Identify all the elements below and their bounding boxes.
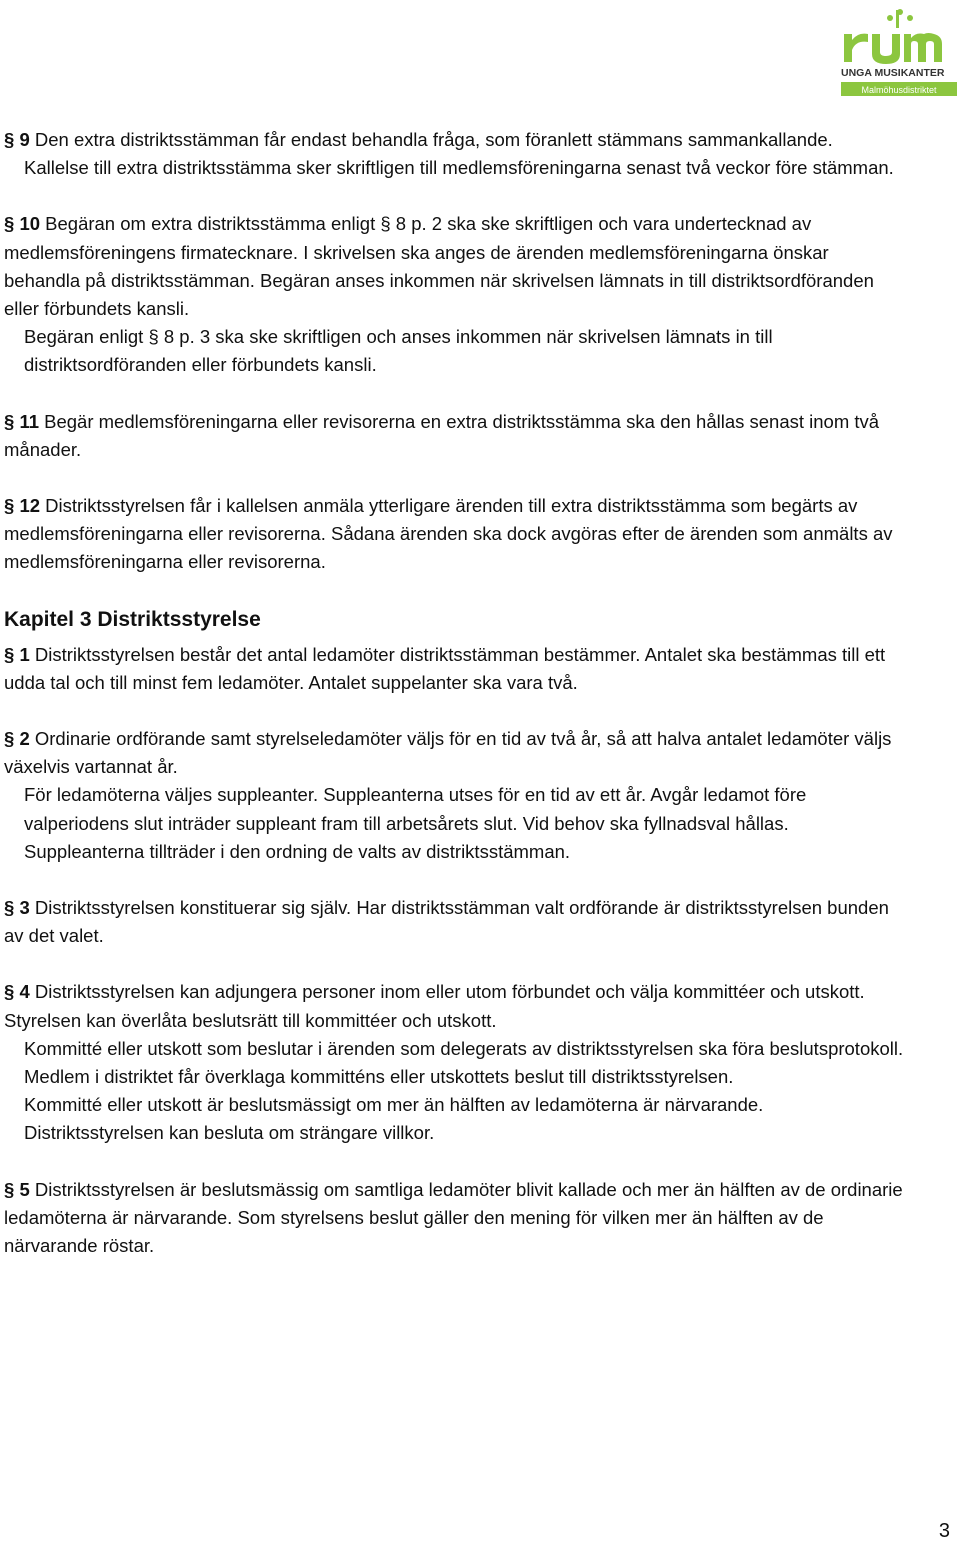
section-text: Kommitté eller utskott som beslutar i ärenden som delegerats av distriktsstyrelsen ska föra beslutsprotokoll. Medlem i distriktet får överklaga kommitténs eller utskottets beslut till distriktsstyrelsen.	[24, 1037, 904, 1088]
section-number: 3	[19, 897, 30, 919]
section-sign: §	[4, 897, 15, 919]
section-text: För ledamöterna väljes suppleanter. Suppleanterna utses för en tid av ett år. Avgår ledamot före valperiodens slut inträder suppleant fram till arbetsårets slut. Vid behov ska fyllnadsval hållas. Suppleanterna tillträder i den ordning de valts av distriktsstämman.	[24, 784, 807, 862]
section-number: 11	[19, 410, 39, 432]
organization-logo	[838, 4, 960, 100]
section-sign: §	[4, 495, 15, 517]
section-number: 9	[19, 129, 30, 150]
chapter-section-1	[4, 641, 904, 697]
section-text: Distriktsstyrelsen konstituerar sig själv. Har distriktsstämman valt ordförande är distriktsstyrelsen bunden av det valet.	[4, 897, 889, 947]
section-number: 4	[19, 981, 30, 1003]
section-text: Distriktsstyrelsen är beslutsmässig om samtliga ledamöter blivit kallade och mer än hälften av de ordinarie ledamöterna är närvarande. Som styrelsens beslut gäller den mening för vilken mer än hälften av de närvarande röstar.	[4, 1178, 903, 1257]
section-text: Begäran om extra distriktsstämma enligt § 8 p. 2 ska ske skriftligen och vara undertecknad av medlemsföreningens firmatecknare. I skrivelsen ska anges de ärenden medlemsföreningarna önskar behandla på distriktsstämman. Begäran anses inkommen när skrivelsen lämnats in till distriktsordföranden eller förbundets kansli.	[4, 213, 874, 320]
section-sign: §	[4, 1178, 15, 1200]
section-text: Den extra distriktsstämman får endast behandla fråga, som föranlett stämmans sammankallande.	[34, 129, 833, 150]
section-text: Begär medlemsföreningarna eller revisorerna en extra distriktsstämma ska den hållas senast inom två månader.	[4, 410, 880, 460]
section-number: 12	[19, 495, 41, 517]
page-number: 3	[938, 1520, 950, 1542]
section-number: 10	[19, 213, 41, 235]
section-number: 2	[19, 728, 30, 750]
section-number: 1	[19, 643, 30, 665]
section-text: Kommitté eller utskott är beslutsmässigt om mer än hälften av ledamöterna är närvarande. Distriktsstyrelsen kan besluta om strängare villkor.	[24, 1094, 764, 1144]
section-text: Distriktsstyrelsen kan adjungera personer inom eller utom förbundet och välja kommittéer och utskott. Styrelsen kan överlåta beslutsrätt till kommittéer och utskott.	[4, 981, 865, 1031]
chapter-title: Kapitel 3 Distriktsstyrelse	[4, 607, 261, 631]
logo-name: UNGA MUSIKANTER	[841, 67, 945, 79]
chapter-section-2	[4, 725, 904, 866]
section-text: Distriktsstyrelsen består det antal ledamöter distriktsstämman bestämmer. Antalet ska bestämmas till ett udda tal och till minst fem ledamöter. Antalet suppelanter ska vara två.	[4, 643, 886, 693]
chapter-section-4	[4, 978, 904, 1147]
section-sign: §	[4, 213, 15, 235]
section-sign: §	[4, 728, 15, 750]
section-text: Kallelse till extra distriktsstämma sker skriftligen till medlemsföreningarna senast två veckor före stämman.	[24, 157, 894, 179]
section-sign: §	[4, 129, 15, 150]
rum-logo-icon	[838, 4, 960, 100]
chapter-section-3	[4, 894, 904, 950]
section-sign: §	[4, 410, 15, 432]
chapter-section-5	[4, 1176, 904, 1261]
document-body	[4, 126, 904, 1288]
section-text: Distriktsstyrelsen får i kallelsen anmäla ytterligare ärenden till extra distriktsstämma som begärts av medlemsföreningarna eller revisorerna. Sådana ärenden ska dock avgöras efter de ärenden som anmälts av medlemsföreningarna eller revisorerna.	[4, 495, 893, 573]
section-text: Ordinarie ordförande samt styrelseledamöter väljs för en tid av två år, så att halva antalet ledamöter väljs växelvis vartannat år.	[4, 728, 892, 778]
logo-district: Malmöhusdistriktet	[861, 85, 937, 95]
section-text: Begäran enligt § 8 p. 3 ska ske skriftligen och anses inkommen när skrivelsen lämnats in till distriktsordföranden eller förbundets kansli.	[24, 326, 773, 376]
section-sign: §	[4, 643, 15, 665]
section-number: 5	[19, 1178, 30, 1200]
section-10	[4, 210, 904, 379]
section-12	[4, 492, 904, 577]
section-9	[4, 126, 904, 182]
section-sign: §	[4, 981, 15, 1003]
section-11	[4, 408, 904, 464]
